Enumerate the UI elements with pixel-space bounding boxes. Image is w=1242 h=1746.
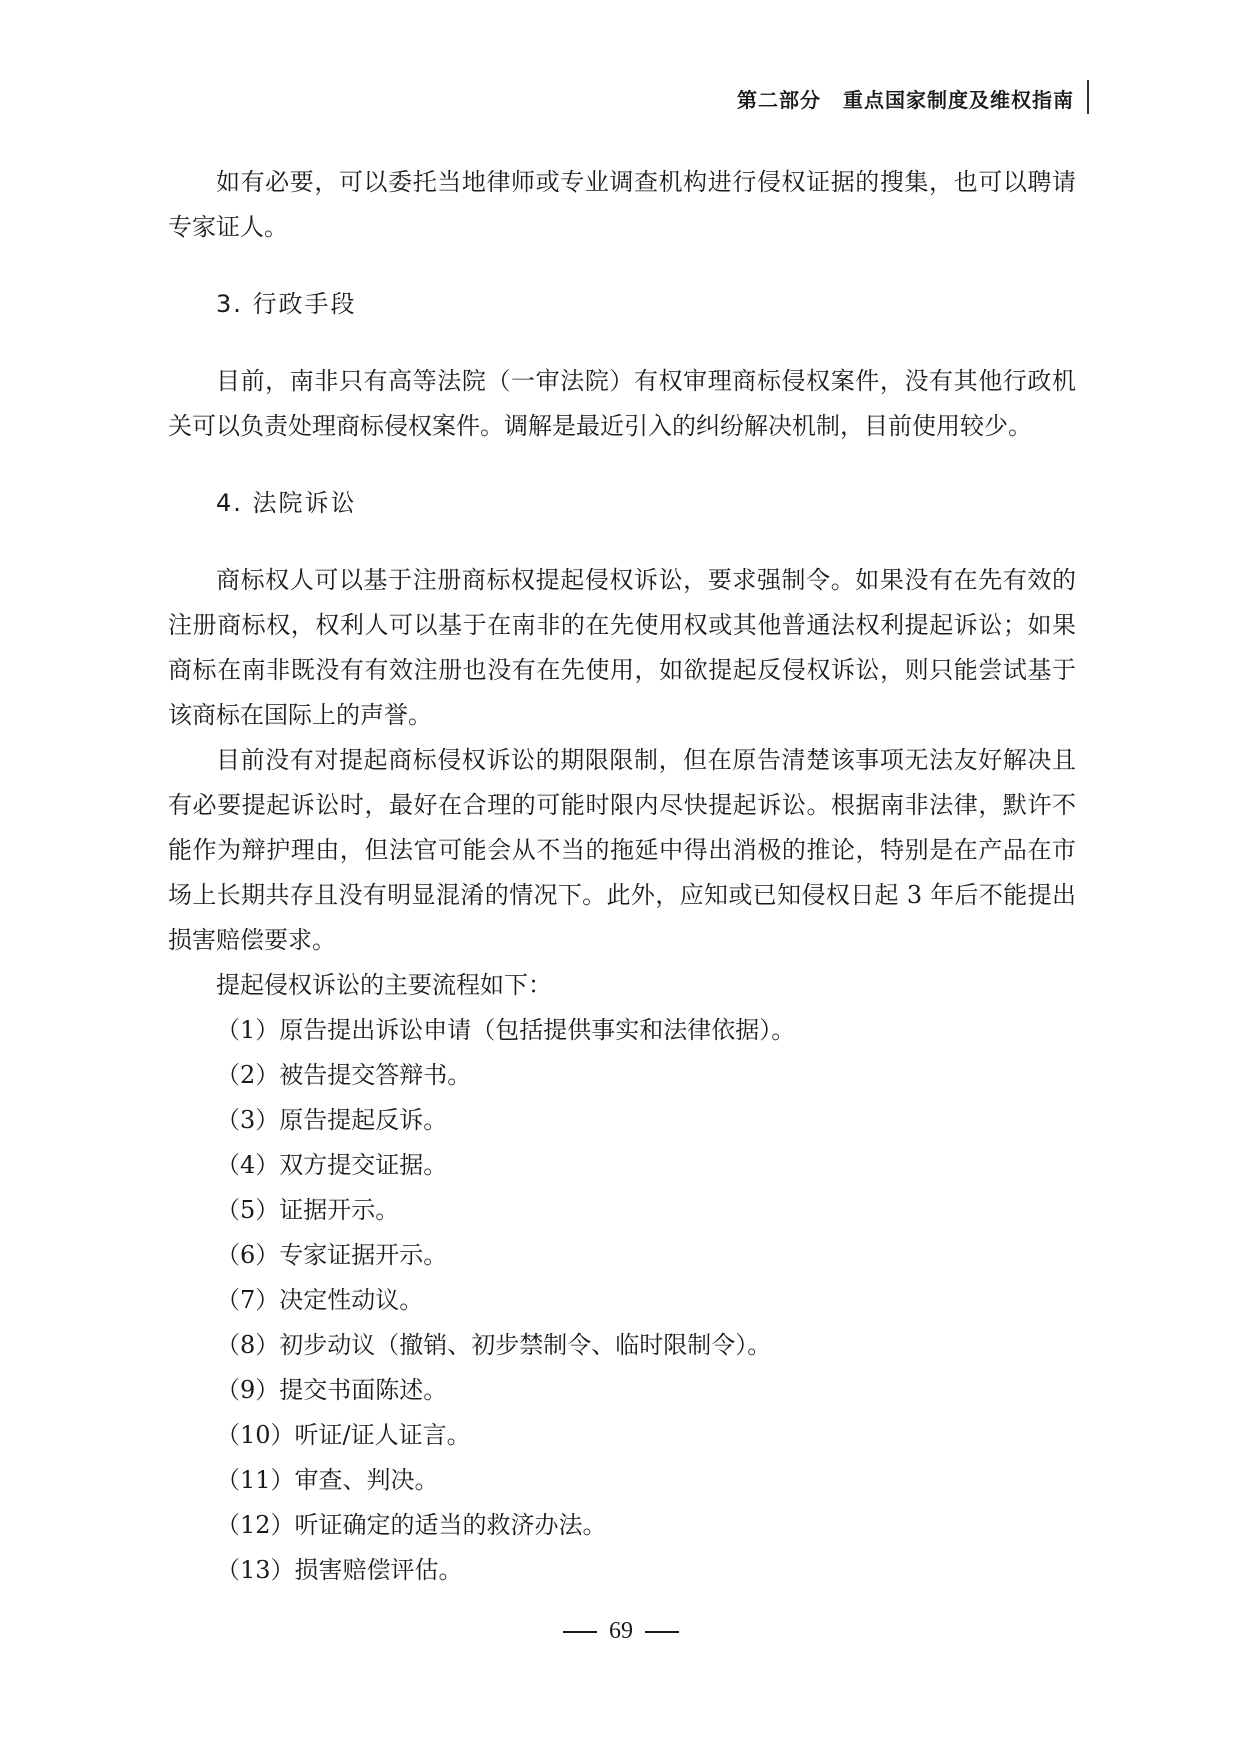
heading-administrative: 3. 行政手段 [216, 290, 357, 318]
page-footer [0, 1618, 1242, 1645]
list-item: （11）审查、判决。 [216, 1466, 439, 1494]
list-item: （7）决定性动议。 [216, 1286, 424, 1314]
running-header [737, 84, 1074, 113]
process-list [168, 1008, 1076, 1593]
list-item: （10）听证/证人证言。 [216, 1421, 471, 1449]
list-item: （3）原告提起反诉。 [216, 1106, 448, 1134]
header-part: 第二部分 [737, 88, 821, 112]
list-item: （12）听证确定的适当的救济办法。 [216, 1511, 607, 1539]
paragraph-administrative: 目前，南非只有高等法院（一审法院）有权审理商标侵权案件，没有其他行政机关可以负责处理商标侵权案件。调解是最近引入的纠纷解决机制，目前使用较少。 [168, 367, 1076, 440]
page-body [168, 160, 1076, 1593]
heading-litigation: 4. 法院诉讼 [216, 489, 357, 517]
list-item: （9）提交书面陈述。 [216, 1376, 448, 1404]
list-item: （4）双方提交证据。 [216, 1151, 448, 1179]
footer-dash-right [645, 1631, 679, 1633]
paragraph-evidence: 如有必要，可以委托当地律师或专业调查机构进行侵权证据的搜集，也可以聘请专家证人。 [168, 168, 1076, 241]
list-item: （5）证据开示。 [216, 1196, 400, 1224]
paragraph-litigation-basis: 商标权人可以基于注册商标权提起侵权诉讼，要求强制令。如果没有在先有效的注册商标权，权利人可以基于在南非的在先使用权或其他普通法权利提起诉讼；如果商标在南非既没有有效注册也没有在先使用，如欲提起反侵权诉讼，则只能尝试基于该商标在国际上的声誉。 [168, 566, 1076, 729]
header-title: 重点国家制度及维权指南 [843, 88, 1074, 112]
list-item: （1）原告提出诉讼申请（包括提供事实和法律依据）。 [216, 1016, 796, 1044]
header-divider [1087, 80, 1089, 114]
footer-dash-left [563, 1631, 597, 1633]
paragraph-process-intro: 提起侵权诉讼的主要流程如下： [216, 971, 552, 999]
paragraph-limitation: 目前没有对提起商标侵权诉讼的期限限制，但在原告清楚该事项无法友好解决且有必要提起诉讼时，最好在合理的可能时限内尽快提起诉讼。根据南非法律，默许不能作为辩护理由，但法官可能会从不当的拖延中得出消极的推论，特别是在产品在市场上长期共存且没有明显混淆的情况下。此外，应知或已知侵权日起 3 年后不能提出损害赔偿要求。 [168, 746, 1076, 954]
list-item: （2）被告提交答辩书。 [216, 1061, 472, 1089]
list-item: （8）初步动议（撤销、初步禁制令、临时限制令）。 [216, 1331, 772, 1359]
page-number: 69 [609, 1618, 633, 1644]
list-item: （13）损害赔偿评估。 [216, 1556, 463, 1584]
list-item: （6）专家证据开示。 [216, 1241, 448, 1269]
